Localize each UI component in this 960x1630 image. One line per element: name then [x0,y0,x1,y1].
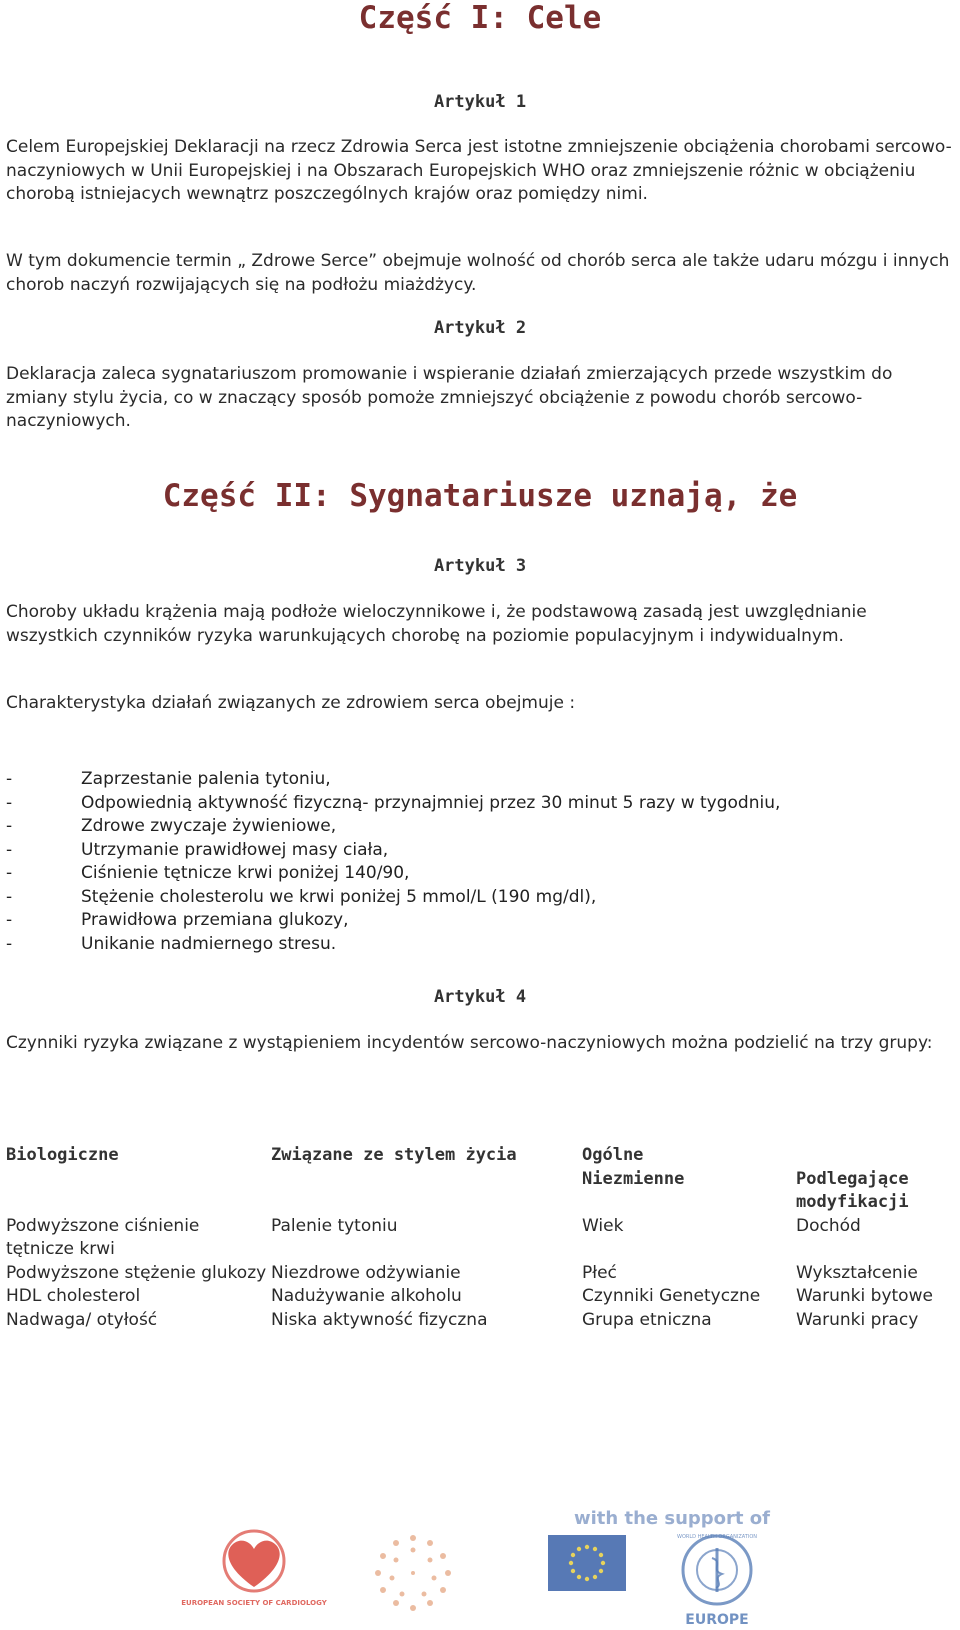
europe-label: EUROPE [685,1612,749,1628]
table-row: Podwyższone stężenie glukozy Niezdrowe odżywianie Płeć Wykształcenie [6,1262,918,1283]
who-europe-logo [672,1530,762,1630]
list-item: - Zaprzestanie palenia tytoniu, [6,769,331,789]
part1-heading: Część I: Cele [358,0,602,36]
who-logo-text: WORLD HEALTH ORGANIZATION [677,1534,757,1540]
column-header-lifestyle: Związane ze stylem życia [271,1145,517,1165]
column-header-biological: Biologiczne [6,1145,119,1165]
list-item: - Odpowiednią aktywność fizyczną- przynajmniej przez 30 minut 5 razy w tygodniu, [6,792,781,813]
article2-title: Artykuł 2 [433,318,527,338]
eu-flag-logo [548,1535,626,1605]
table-row: Podwyższone ciśnienie tętnicze krwi Palenie tytoniu Wiek Dochód [6,1215,861,1259]
support-caption: with the support of [574,1508,770,1529]
heart-icon [228,1541,279,1587]
star-circle-logo [368,1528,458,1628]
column-header-general: Ogólne Niezmienne [582,1145,685,1189]
column-header-modifiable: Podlegające modyfikacji [796,1168,909,1212]
part2-heading: Część II: Sygnatariusze uznają, że [162,478,798,514]
list-item: - Zdrowe zwyczaje żywieniowe, [6,816,337,836]
article1-title: Artykuł 1 [433,92,527,112]
article1-paragraph1: Celem Europejskiej Deklaracji na rzecz Zdrowia Serca jest istotne zmniejszenie obciążenia chorobami sercowo-naczyniowych w Unii Europejskiej i na Obszarach Europejskich WHO oraz zmniejszenie różnic w obciążeniu chorobą istniejacych wewnątrz poszczególnych krajów oraz pomiędzy nimi. [6,137,952,204]
heart-health-actions-list [6,768,780,956]
list-item: - Stężenie cholesterolu we krwi poniżej 5 mmol/L (190 mg/dl), [6,886,597,907]
esc-logo-text: EUROPEAN SOCIETY OF CARDIOLOGY [181,1599,327,1607]
table-header-row [6,1144,954,1215]
article2-paragraph1: Deklaracja zaleca sygnatariuszom promowanie i wspieranie działań zmierzających przede wszystkim do zmiany stylu życia, co w znaczący sposób pomoże zmniejszyć obciążenie z powodu chorób sercowo-naczyniowych. [6,364,893,431]
article4-paragraph1: Czynniki ryzyka związane z wystąpieniem incydentów sercowo-naczyniowych można podzielić na trzy grupy: [6,1033,933,1053]
esc-heart-logo [181,1525,327,1630]
article4-title: Artykuł 4 [433,987,527,1007]
table-row: Nadwaga/ otyłość Niska aktywność fizyczna Grupa etniczna Warunki pracy [6,1309,919,1330]
article3-title: Artykuł 3 [433,556,527,576]
article3-paragraph2: Charakterystyka działań związanych ze zdrowiem serca obejmuje : [6,693,576,713]
list-item: - Utrzymanie prawidłowej masy ciała, [6,839,389,860]
list-item: - Ciśnienie tętnicze krwi poniżej 140/90, [6,863,410,883]
table-row: HDL cholesterol Nadużywanie alkoholu Czynniki Genetyczne Warunki bytowe [6,1286,933,1306]
article3-paragraph1: Choroby układu krążenia mają podłoże wieloczynnikowe i, że podstawową zasadą jest uwzględnianie wszystkich czynników ryzyka warunkujących chorobę na poziomie populacyjnym i indywidualnym. [6,602,867,646]
list-item: - Prawidłowa przemiana glukozy, [6,910,349,930]
list-item: - Unikanie nadmiernego stresu. [6,933,337,954]
risk-factors-table [6,1144,954,1332]
article1-paragraph2: W tym dokumencie termin „ Zdrowe Serce” obejmuje wolność od chorób serca ale także udaru mózgu i innych chorob naczyń rozwijających się na podłożu miażdżycy. [6,251,950,295]
